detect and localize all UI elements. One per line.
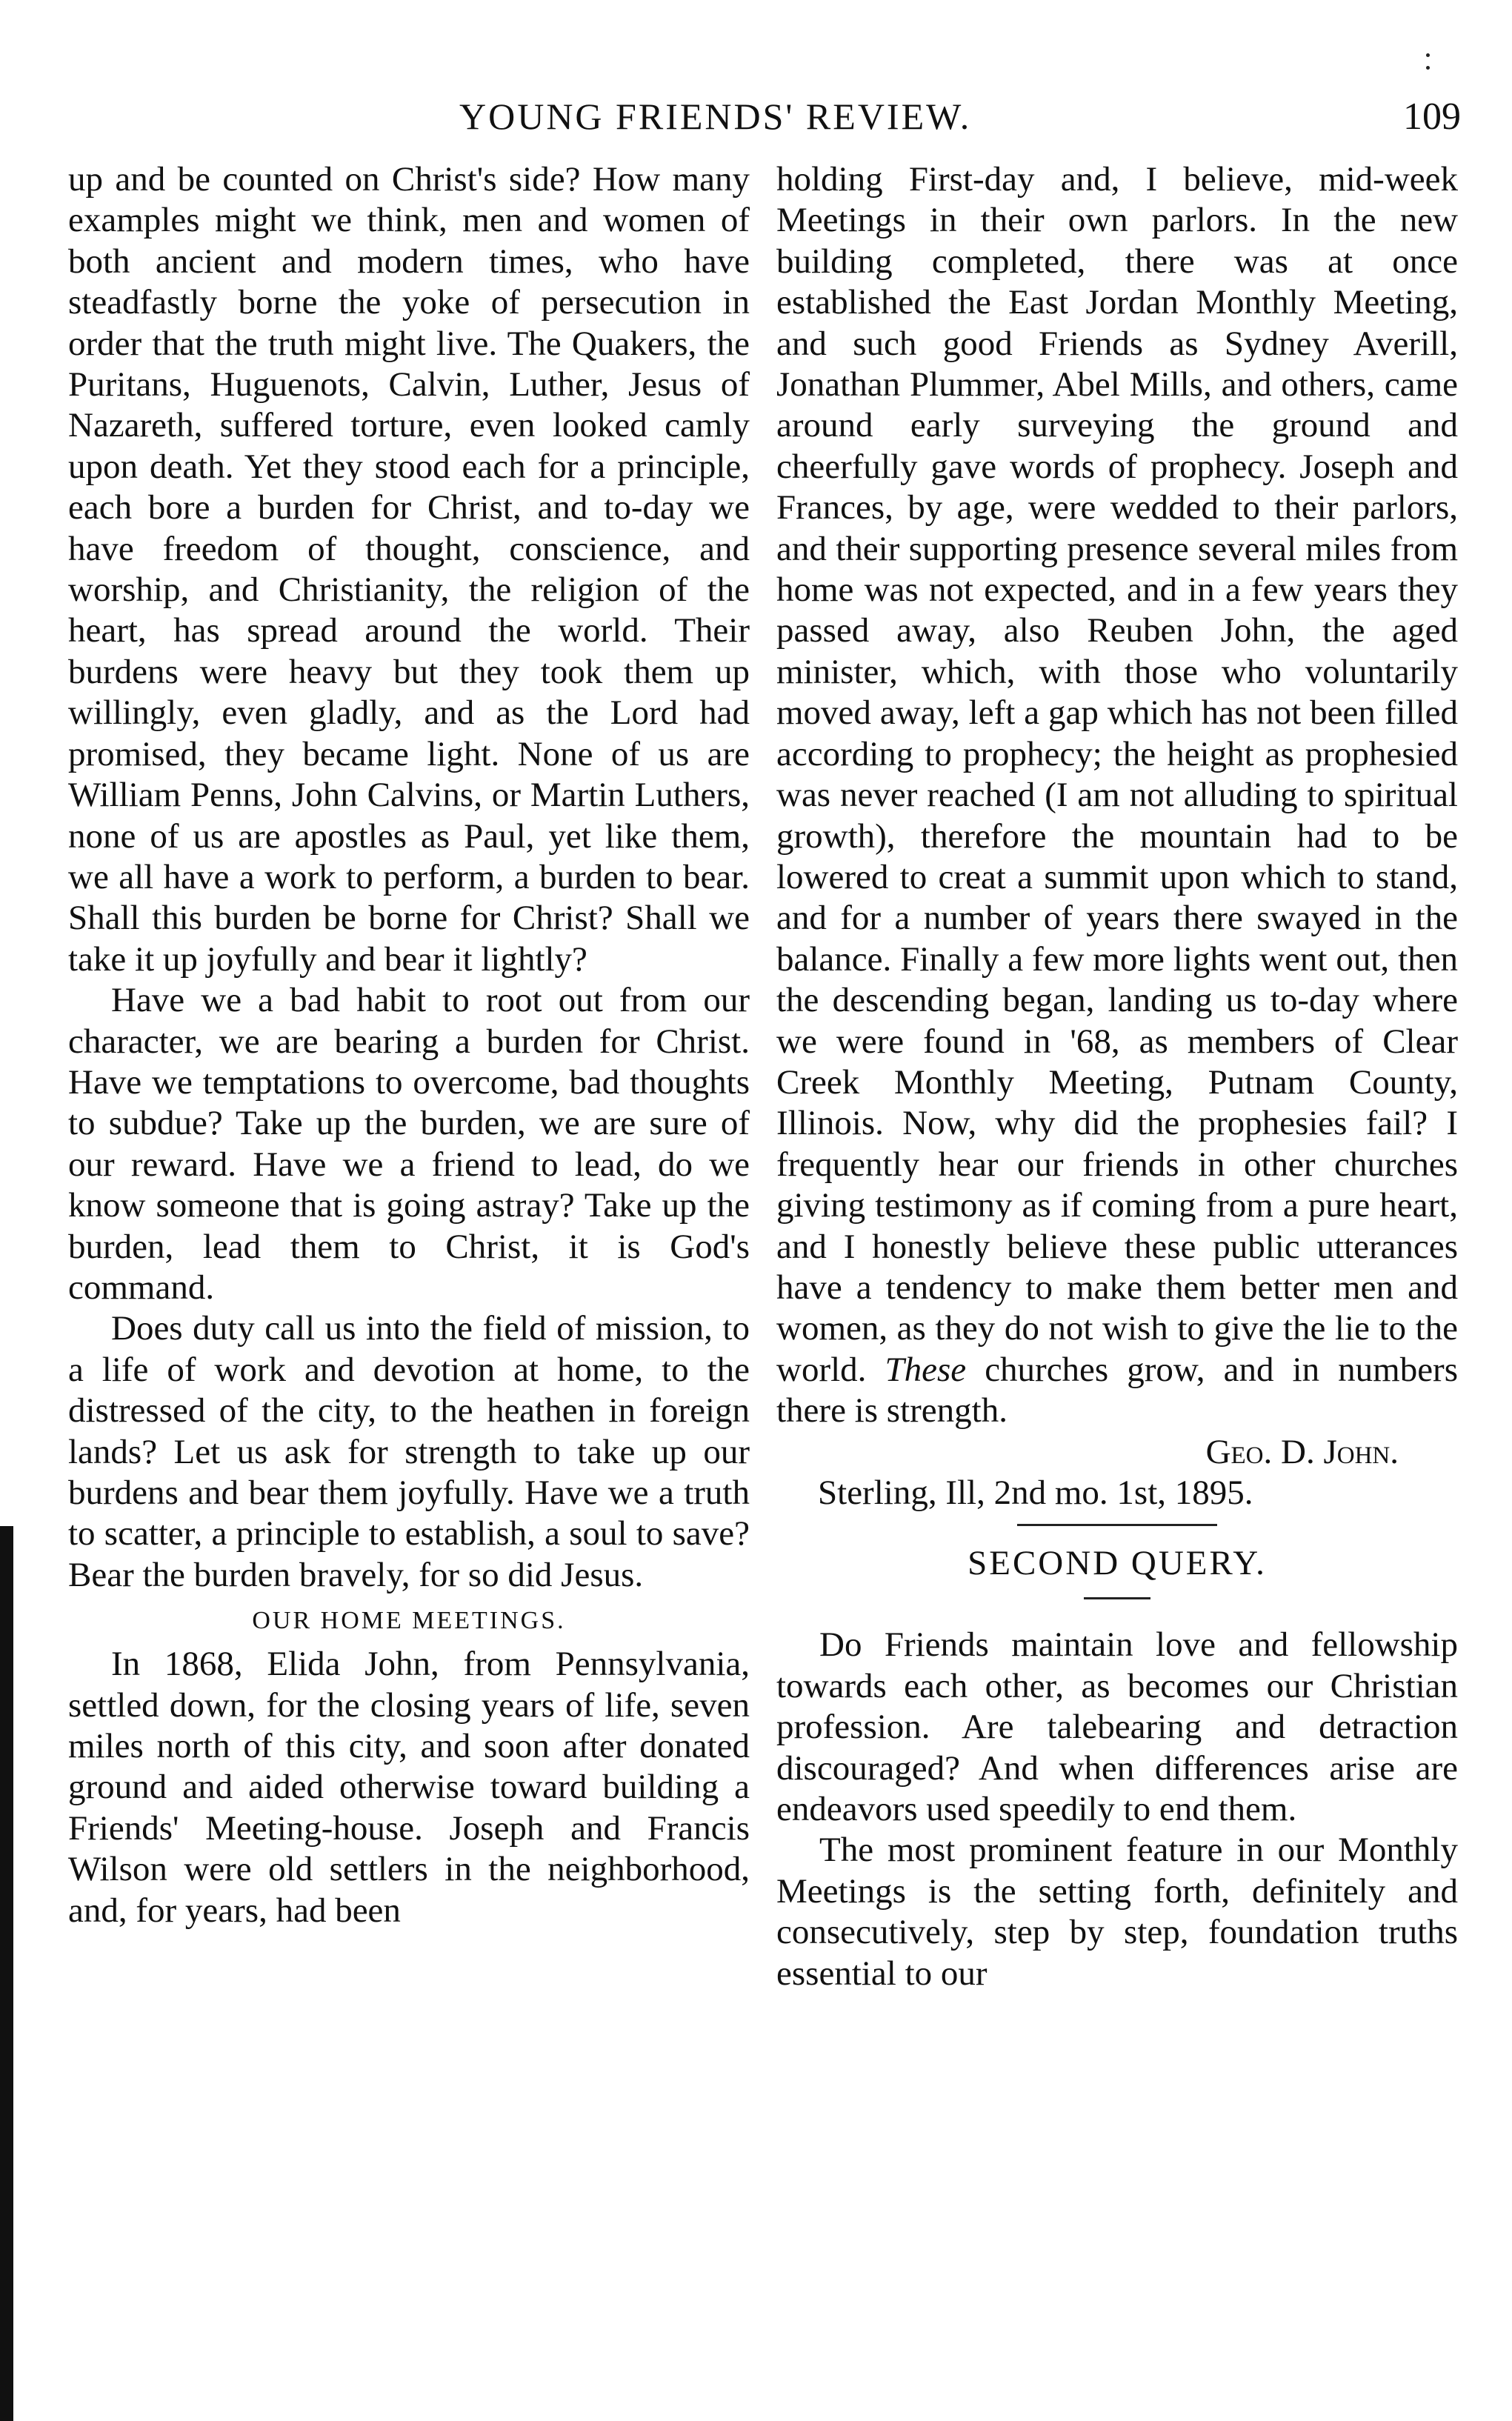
page-edge-shadow — [0, 1526, 13, 2421]
section-subheading: OUR HOME MEETINGS. — [252, 1607, 566, 1635]
body-paragraph — [776, 159, 1458, 1432]
page-header — [68, 95, 1505, 161]
body-paragraph: The most prominent feature in our Monthly Meetings is the setting forth, definitely and consecutively, step by step, foundation truths essential to our — [776, 1831, 1458, 1993]
section-rule — [1017, 1524, 1217, 1526]
body-paragraph: In 1868, Elida John, from Pennsylvania, settled down, for the closing years of life, seven miles north of this city, and soon after donated ground and aided otherwise toward building a Friends' Meeting-house. Joseph and Francis Wilson were old settlers in the neighborhood, and, for years, had been — [68, 1645, 750, 1930]
emphasized-word: These — [885, 1350, 967, 1389]
author-signature: Geo. D. John. — [1205, 1432, 1399, 1471]
section-title: SECOND QUERY. — [968, 1544, 1267, 1583]
right-column — [776, 159, 1458, 1994]
body-paragraph: Have we a bad habit to root out from our character, we are bearing a burden for Christ. Have we temptations to overcome, bad thoughts to subdue? Take up the burden, we are sure of our reward. Have we a friend to lead, do we know someone that is going astray? Take up the burden, lead them to Christ, it is God's command. — [68, 981, 750, 1307]
section-rule-short — [1084, 1597, 1150, 1599]
left-column — [68, 159, 750, 1931]
place-date-line: Sterling, Ill, 2nd mo. 1st, 1895. — [818, 1473, 1253, 1512]
page-number: 109 — [1403, 96, 1461, 138]
paragraph-text: churches grow, and in numbers there is strength. — [776, 1350, 1459, 1431]
paragraph-text: holding First-day and, I believe, mid-week Meetings in their own parlors. In the new building completed, there was at once established the East Jordan Monthly Meeting, and such good Friends as Sydney Averill, Jonathan Plummer, Abel Mills, and others, came around early surveying the ground and cheerfully gave words of prophecy. Joseph and Frances, by age, were wedded to their parlors, and their supporting presence several miles from home was not expected, and in a few years they passed away, also Reuben John, the aged minister, which, with those who voluntarily moved away, left a gap which has not been filled according to prophecy; the height as prophesied was never reached (I am not alluding to spiritual growth), therefore the mountain had to be lowered to creat a summit upon which to stand, and for a number of years there swayed in the balance. Finally a few more lights went out, then the descending began, landing us to-day where we were found in '68, as members of Clear Creek Monthly Meeting, Putnam County, Illinois. Now, why did the prophesies fail? I frequently hear our friends in other churches giving testimony as if coming from a pure heart, and I honestly believe these public utterances have a tendency to make them better men and women, as they do not wish to give the lie to the world. — [776, 160, 1458, 1389]
body-paragraph: up and be counted on Christ's side? How many examples might we think, men and women of both ancient and modern times, who have steadfastly borne the yoke of persecution in order that the truth might live. The Quakers, the Puritans, Huguenots, Calvin, Luther, Jesus of Nazareth, suffered torture, even looked camly upon death. Yet they stood each for a principle, each bore a burden for Christ, and to-day we have freedom of thought, conscience, and worship, and Christianity, the religion of the heart, has spread around the world. Their burdens were heavy but they took them up willingly, even gladly, and as the Lord had promised, they became light. None of us are William Penns, John Calvins, or Martin Luthers, none of us are apostles as Paul, yet like them, we all have a work to perform, a burden to bear. Shall this burden be borne for Christ? Shall we take it up joyfully and bear it lightly? — [68, 160, 750, 979]
margin-specks — [1426, 53, 1431, 83]
body-paragraph: Do Friends maintain love and fellowship towards each other, as becomes our Christian profession. Are talebearing and detraction discouraged? And when differences arise are endeavors used speedily to end them. — [776, 1625, 1458, 1829]
running-head: YOUNG FRIENDS' REVIEW. — [459, 96, 972, 137]
body-paragraph: Does duty call us into the field of mission, to a life of work and devotion at home, to the distressed of the city, to the heathen in foreign lands? Let us ask for strength to take up our burdens and bear them joyfully. Have we a truth to scatter, a principle to establish, a soul to save? Bear the burden bravely, for so did Jesus. — [68, 1309, 750, 1594]
